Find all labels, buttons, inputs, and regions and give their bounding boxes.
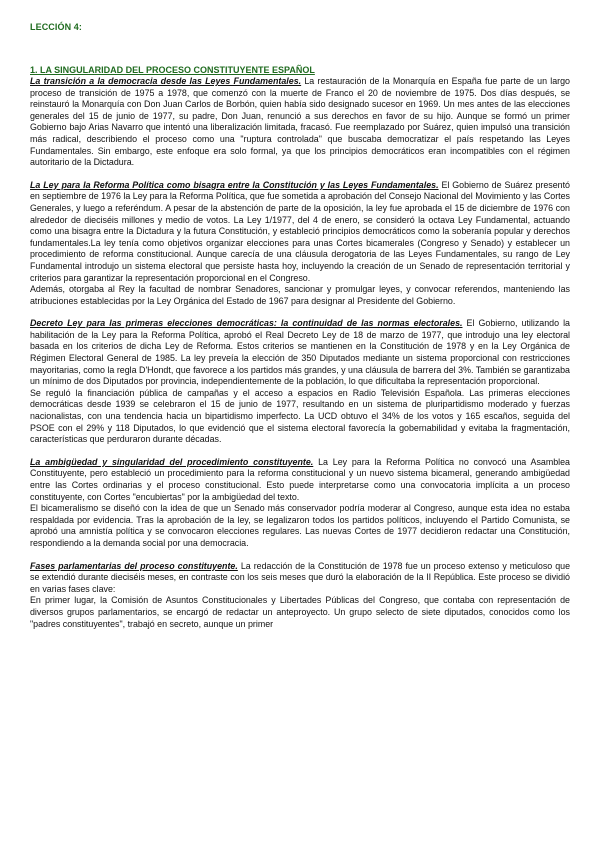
- paragraph-lead: Decreto Ley para las primeras elecciones democráticas: la continuidad de las normas electorales.: [30, 318, 463, 329]
- paragraph-text: La redacción de la Constitución de 1978 fue un proceso extenso y meticuloso que se extendió durante dieciséis meses, en contraste con los seis meses que duró la elaboración de la II República. Este proceso se dividió en varias fases clave:: [30, 560, 571, 594]
- paragraph-text: La restauración de la Monarquía en España fue parte de un largo proceso de transición de 1975 a 1978, que comenzó con la muerte de Franco el 20 de noviembre de 1975. Dos días después, se reinstauró la Monarquía con Don Juan Carlos de Borbón, quien había sido designado sucesor en 1969. Un mes antes de las elecciones generales del 15 de junio de 1977, su padre, Don Juan, renunció a sus derechos en favor de su hijo. Aunque se formó un primer Gobierno bajo Arias Navarro que intentó una liberalización limitada, fracasó. Fue reemplazado por Suárez, quien impulsó una transición más radical, describiendo el proceso como una "ruptura controlada" que buscaba democratizar el país respetando las Leyes Fundamentales. Sin embargo, este enfoque era solo formal, ya que los principios democráticos eran incompatibles con el régimen autoritario de la Dictadura.: [30, 76, 570, 168]
- paragraph-continuation: En primer lugar, la Comisión de Asuntos Constitucionales y Libertades Públicas del Congreso, que contaba con representación de diversos grupos parlamentarios, se encargó de redactar un anteproyecto. Un grupo selecto de siete diputados, conocidos como los "padres constituyentes", trabajó en secreto, aunque un primer: [30, 595, 570, 629]
- paragraph-transition: [30, 76, 570, 169]
- paragraph-lead: Fases parlamentarias del proceso constituyente.: [30, 560, 238, 571]
- paragraph-lead: La transición a la democracia desde las Leyes Fundamentales.: [30, 76, 302, 86]
- paragraph-decreto-ley: [30, 318, 570, 388]
- paragraph-text: El Gobierno de Suárez presentó en septiembre de 1976 la Ley para la Reforma Política, que fue sometida a aprobación del Consejo Nacional del Movimiento y las Cortes Generales, y luego a referéndum. A pesar de la abstención de parte de la oposición, la ley fue aprobada el 15 de diciembre de 1976 con alrededor de dieciséis millones y medio de votos. La Ley 1/1977, del 4 de enero, se consideró la octava Ley Fundamental, actuando como una bisagra entre la Dictadura y la futura Constitución, y estableció principios democráticos como la soberanía popular y derechos fundamentales.La ley tenía como objetivos organizar elecciones para unas Cortes bicamerales (Congreso y Senado) y establecer un procedimiento de reforma constitucional. Aunque carecía de una cláusula derogatoria de las Leyes Fundamentales, su rango de Ley Fundamental introdujo un sistema electoral que persiste hasta hoy, incluyendo la creación de un Senado de representación territorial y criterios para garantizar la representación proporcional en el Congreso.: [30, 179, 570, 283]
- paragraph-continuation: Se reguló la financiación pública de campañas y el acceso a espacios en Radio Televisión Española. Las primeras elecciones democráticas desde 1939 se celebraron el 15 de junio de 1977, resultando en un sistema de pluripartidismo moderado y fuerzas nacionalistas, con una tendencia hacia un bipartidismo imperfecto. La UCD obtuvo el 34% de los votos y 165 escaños, seguida del PSOE con el 29% y 118 Diputados, lo que evidenció que el sistema electoral favorecía la gobernabilidad y evitaba la fragmentación, características que perduraron durante décadas.: [30, 387, 570, 445]
- paragraph-ambiguedad: [30, 457, 570, 503]
- paragraph-reforma-politica: [30, 180, 570, 284]
- paragraph-lead: La Ley para la Reforma Política como bisagra entre la Constitución y las Leyes Fundamentales.: [30, 179, 439, 190]
- lesson-title: LECCIÓN 4:: [30, 22, 83, 32]
- paragraph-text: La Ley para la Reforma Política no convocó una Asamblea Constituyente, pero estableció un procedimiento para la reforma constitucional y un nuevo sistema bicameral, generando ambigüedad entre las Cortes ordinarias y el proceso constitucional. Esto puede interpretarse como una convocatoria implícita a un proceso constituyente, con Cortes "encubiertas" por la ambigüedad del texto.: [30, 456, 570, 502]
- section-title: 1. LA SINGULARIDAD DEL PROCESO CONSTITUYENTE ESPAÑOL: [30, 65, 315, 75]
- document-body: [30, 64, 570, 630]
- paragraph-continuation: Además, otorgaba al Rey la facultad de nombrar Senadores, sancionar y promulgar leyes, y convocar referendos, manteniendo las atribuciones establecidas por la Ley Orgánica del Estado de 1967 para designar al Presidente del Gobierno.: [30, 284, 570, 306]
- paragraph-continuation: El bicameralismo se diseñó con la idea de que un Senado más conservador podría moderar al Congreso, aunque esta idea no estaba respaldada por evidencia. Tras la aprobación de la ley, se legalizaron todos los partidos políticos, incluyendo el Partido Comunista, se aprobó una amnistía política y se convocaron elecciones regulares. Las nuevas Cortes de 1977 decidieron redactar una Constitución, respondiendo a la demanda social por una democracia.: [30, 503, 570, 548]
- paragraph-fases: [30, 561, 570, 596]
- paragraph-lead: La ambigüedad y singularidad del procedimiento constituyente.: [30, 456, 314, 467]
- paragraph-text: El Gobierno, utilizando la habilitación de la Ley para la Reforma Política, aprobó el Real Decreto Ley de 18 de marzo de 1977, que introdujo una ley electoral basada en los criterios de dicha Ley de Reforma. Estos criterios se mantienen en la Constitución de 1978 y en la Ley Orgánica de Régimen Electoral General de 1985. La ley preveía la elección de 350 Diputados mediante un sistema proporcional con restricciones mayoritarias, como la regla D'Hondt, que favorece a los partidos más grandes, y una cláusula de barrera del 3%. También se garantizaba un mínimo de dos Diputados por provincia, independientemente de la población, lo que dificultaba la representación proporcional.: [30, 318, 570, 387]
